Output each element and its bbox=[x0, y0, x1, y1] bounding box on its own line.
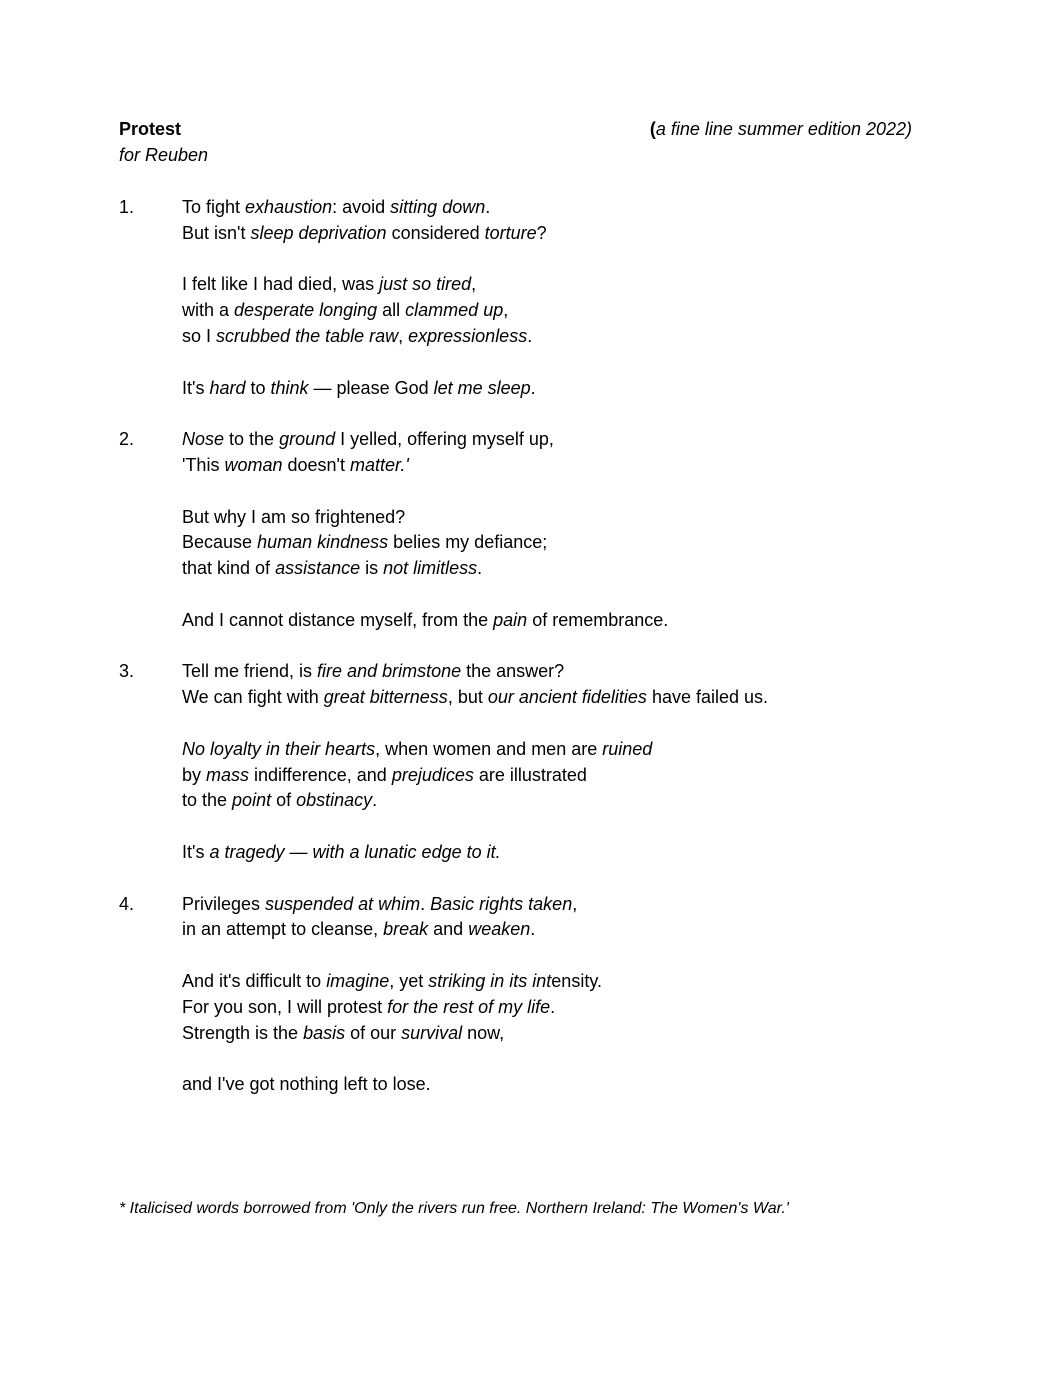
italic-text: hard bbox=[209, 377, 246, 398]
italic-text: basis bbox=[303, 1022, 346, 1043]
poem-line bbox=[182, 788, 939, 814]
text: , bbox=[398, 325, 409, 346]
italic-text: obstinacy bbox=[296, 790, 373, 811]
text: . bbox=[477, 558, 483, 579]
italic-text: weaken bbox=[468, 919, 531, 940]
text: For you son, I will protest bbox=[182, 996, 388, 1017]
stanza bbox=[182, 1072, 939, 1098]
text: in an attempt to cleanse, bbox=[182, 919, 384, 940]
text: And it's difficult to bbox=[182, 970, 327, 991]
text: of our bbox=[345, 1022, 402, 1043]
italic-text: our ancient fidelities bbox=[487, 687, 647, 708]
poem-line bbox=[182, 969, 939, 995]
italic-text: torture bbox=[484, 222, 537, 243]
italic-text: survival bbox=[401, 1022, 463, 1043]
poem-line bbox=[182, 892, 939, 918]
text: But isn't bbox=[182, 222, 251, 243]
text: to the bbox=[182, 790, 233, 811]
text: with a bbox=[182, 300, 235, 321]
dedication: for Reuben bbox=[119, 145, 209, 165]
text: — please God bbox=[308, 377, 434, 398]
italic-text: Nose bbox=[182, 429, 225, 450]
text: I felt like I had died, was bbox=[182, 274, 380, 295]
italic-text: point bbox=[232, 790, 272, 811]
section-number: 3. bbox=[119, 661, 135, 682]
text: of bbox=[271, 790, 297, 811]
section-number: 4. bbox=[119, 893, 135, 914]
italic-text: Basic rights taken bbox=[430, 893, 573, 914]
text: have failed us. bbox=[646, 687, 769, 708]
poem-line bbox=[182, 995, 939, 1021]
section-number: 1. bbox=[119, 197, 135, 217]
text: , bbox=[572, 893, 578, 914]
text: , bbox=[471, 274, 477, 295]
italic-text: just so tired bbox=[379, 274, 472, 295]
italic-text: mass bbox=[206, 764, 250, 785]
text: Tell me friend, is bbox=[182, 661, 318, 682]
italic-text: think bbox=[270, 377, 309, 398]
stanza bbox=[182, 659, 939, 711]
italic-text: prejudices bbox=[391, 764, 474, 785]
text: , but bbox=[447, 687, 488, 708]
edition-text: a fine line summer edition 2022) bbox=[655, 119, 912, 139]
poem-body bbox=[119, 195, 939, 1124]
stanza bbox=[182, 195, 939, 247]
poem-line bbox=[182, 1021, 939, 1047]
stanza bbox=[182, 427, 939, 479]
text: I yelled, offering myself up, bbox=[335, 429, 554, 450]
poem-line bbox=[182, 453, 939, 479]
text: It's bbox=[182, 841, 210, 862]
poem-line bbox=[182, 1072, 939, 1098]
section-body bbox=[182, 195, 939, 401]
text: . bbox=[530, 377, 536, 398]
poem-line bbox=[182, 376, 939, 402]
poem-line bbox=[182, 505, 939, 531]
italic-text: break bbox=[383, 919, 429, 940]
italic-text: matter.' bbox=[349, 454, 409, 475]
poem-title: Protest bbox=[119, 119, 182, 139]
text: . bbox=[420, 893, 431, 914]
italic-text: exhaustion bbox=[245, 197, 333, 217]
poem-line bbox=[182, 659, 939, 685]
italic-text: human kindness bbox=[257, 532, 389, 553]
poem-line bbox=[182, 737, 939, 763]
italic-text: assistance bbox=[275, 558, 361, 579]
italic-text: a tragedy — with a lunatic edge to it. bbox=[209, 841, 501, 862]
italic-text: let me sleep bbox=[433, 377, 531, 398]
text: . bbox=[530, 919, 536, 940]
section-body bbox=[182, 892, 939, 1098]
stanza bbox=[182, 969, 939, 1046]
poem-line bbox=[182, 324, 939, 350]
poem-line bbox=[182, 427, 939, 453]
text: . bbox=[485, 197, 491, 217]
italic-text: sleep deprivation bbox=[250, 222, 387, 243]
text: belies my defiance; bbox=[388, 532, 548, 553]
italic-text: pain bbox=[493, 609, 528, 630]
poem-section-3 bbox=[119, 659, 939, 865]
stanza bbox=[182, 892, 939, 944]
text: so I bbox=[182, 325, 217, 346]
poem-line bbox=[182, 221, 939, 247]
italic-text: for the rest of my life bbox=[387, 996, 551, 1017]
edition-open-paren: ( bbox=[649, 119, 656, 139]
italic-text: striking in its int bbox=[428, 970, 552, 991]
stanza bbox=[182, 608, 939, 634]
poem-line bbox=[182, 556, 939, 582]
text: . bbox=[550, 996, 556, 1017]
text: We can fight with bbox=[182, 687, 324, 708]
text: Because bbox=[182, 532, 258, 553]
stanza bbox=[182, 737, 939, 814]
text: . bbox=[527, 325, 533, 346]
text: : avoid bbox=[332, 197, 391, 217]
italic-text: ground bbox=[279, 429, 336, 450]
italic-text: imagine bbox=[326, 970, 390, 991]
text: by bbox=[182, 764, 207, 785]
text: is bbox=[360, 558, 384, 579]
text: But why I am so frightened? bbox=[182, 506, 406, 527]
text: of remembrance. bbox=[527, 609, 669, 630]
poem-line bbox=[182, 195, 939, 221]
italic-text: desperate longing bbox=[234, 300, 378, 321]
italic-text: woman bbox=[224, 454, 283, 475]
text: And I cannot distance myself, from the bbox=[182, 609, 494, 630]
italic-text: suspended at whim bbox=[265, 893, 421, 914]
text: doesn't bbox=[282, 454, 350, 475]
edition-note bbox=[650, 118, 912, 140]
section-body bbox=[182, 659, 939, 865]
text: It's bbox=[182, 377, 210, 398]
text: . bbox=[372, 790, 378, 811]
text: all bbox=[377, 300, 406, 321]
poem-line bbox=[182, 917, 939, 943]
text: Privileges bbox=[182, 893, 266, 914]
italic-text: scrubbed the table raw bbox=[216, 325, 399, 346]
stanza bbox=[182, 505, 939, 582]
poem-line bbox=[182, 763, 939, 789]
text: the answer? bbox=[461, 661, 565, 682]
text: , when women and men are bbox=[375, 738, 603, 759]
italic-text: sitting down bbox=[390, 197, 486, 217]
stanza bbox=[182, 272, 939, 349]
text: To fight bbox=[182, 197, 246, 217]
poem-section-2 bbox=[119, 427, 939, 633]
section-body bbox=[182, 427, 939, 633]
text: , yet bbox=[389, 970, 429, 991]
text: and I've got nothing left to lose. bbox=[182, 1074, 431, 1095]
poem-section-4 bbox=[119, 892, 939, 1098]
text: to the bbox=[224, 429, 280, 450]
text: that kind of bbox=[182, 558, 276, 579]
text: to bbox=[245, 377, 271, 398]
italic-text: fire and brimstone bbox=[317, 661, 462, 682]
poem-line bbox=[182, 608, 939, 634]
poem-line bbox=[182, 298, 939, 324]
text: 'This bbox=[182, 454, 225, 475]
text: ensity. bbox=[551, 970, 602, 991]
poem-section-1 bbox=[119, 195, 939, 401]
stanza bbox=[182, 840, 939, 866]
italic-text: great bitterness bbox=[323, 687, 448, 708]
stanza bbox=[182, 376, 939, 402]
text: , bbox=[503, 300, 509, 321]
text: Strength is the bbox=[182, 1022, 304, 1043]
text: and bbox=[428, 919, 469, 940]
italic-text: ruined bbox=[602, 738, 653, 759]
text: indifference, and bbox=[249, 764, 392, 785]
poem-line bbox=[182, 685, 939, 711]
text: considered bbox=[386, 222, 485, 243]
poem-line bbox=[182, 272, 939, 298]
text: ? bbox=[536, 222, 547, 243]
italic-text: clammed up bbox=[405, 300, 504, 321]
poem-line bbox=[182, 840, 939, 866]
text: are illustrated bbox=[473, 764, 587, 785]
poem-line bbox=[182, 530, 939, 556]
italic-text: expressionless bbox=[408, 325, 528, 346]
italic-text: No loyalty in their hearts bbox=[182, 738, 376, 759]
section-number: 2. bbox=[119, 429, 135, 450]
footnote: * Italicised words borrowed from 'Only the rivers run free. Northern Ireland: The Women's War.' bbox=[119, 1200, 789, 1217]
italic-text: not limitless bbox=[383, 558, 478, 579]
text: now, bbox=[462, 1022, 505, 1043]
